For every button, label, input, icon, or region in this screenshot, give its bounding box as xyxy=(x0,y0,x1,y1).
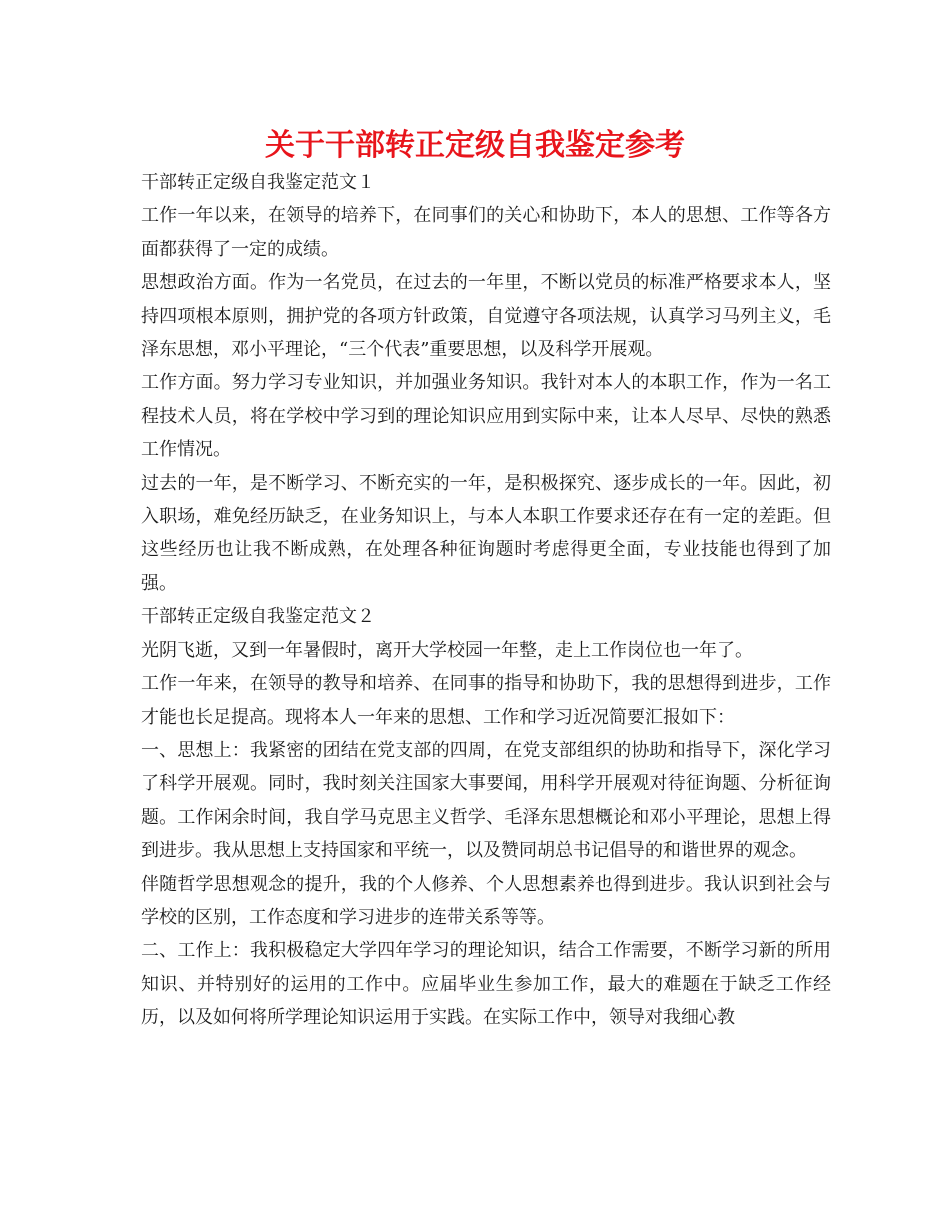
paragraph: 工作一年来，在领导的教导和培养、在同事的指导和协助下，我的思想得到进步，工作才能也长足提高。现将本人一年来的思想、工作和学习近况简要汇报如下： xyxy=(141,673,831,728)
paragraph: 一、思想上：我紧密的团结在党支部的四周，在党支部组织的协助和指导下，深化学习了科学开展观。同时，我时刻关注国家大事要闻，用科学开展观对待征询题、分析征询题。工作闲余时间，我自学马克思主义哲学、毛泽东思想概论和邓小平理论，思想上得到进步。我从思想上支持国家和平统一，以及赞同胡总书记倡导的和谐世界的观念。 xyxy=(141,739,831,862)
paragraph: 工作方面。努力学习专业知识，并加强业务知识。我针对本人的本职工作，作为一名工程技术人员，将在学校中学习到的理论知识应用到实际中来，让本人尽早、尽快的熟悉工作情况。 xyxy=(141,372,831,461)
paragraph: 过去的一年，是不断学习、不断充实的一年，是积极探究、逐步成长的一年。因此，初入职场，难免经历缺乏，在业务知识上，与本人本职工作要求还存在有一定的差距。但这些经历也让我不断成熟，在处理各种征询题时考虑得更全面，专业技能也得到了加强。 xyxy=(141,472,831,594)
paragraph: 工作一年以来，在领导的培养下，在同事们的关心和协助下，本人的思想、工作等各方面都获得了一定的成绩。 xyxy=(141,205,831,260)
paragraph: 光阴飞逝，又到一年暑假时，离开大学校园一年整，走上工作岗位也一年了。 xyxy=(141,639,753,661)
section-heading-2: 干部转正定级自我鉴定范文２ xyxy=(141,606,375,628)
document-title: 关于干部转正定级自我鉴定参考 xyxy=(265,128,685,163)
paragraph: 二、工作上：我积极稳定大学四年学习的理论知识，结合工作需要，不断学习新的所用知识、并特别好的运用的工作中。应届毕业生参加工作，最大的难题在于缺乏工作经历，以及如何将所学理论知识运用于实践。在实际工作中，领导对我细心教 xyxy=(141,940,831,1029)
section-heading-1: 干部转正定级自我鉴定范文１ xyxy=(141,172,375,193)
paragraph: 伴随哲学思想观念的提升，我的个人修养、个人思想素养也得到进步。我认识到社会与学校的区别，工作态度和学习进步的连带关系等等。 xyxy=(141,873,831,928)
document-body xyxy=(141,166,831,1035)
paragraph: 思想政治方面。作为一名党员，在过去的一年里，不断以党员的标准严格要求本人，坚持四项根本原则，拥护党的各项方针政策，自觉遵守各项法规，认真学习马列主义，毛泽东思想，邓小平理论，“三个代表”重要思想，以及科学开展观。 xyxy=(141,272,831,361)
